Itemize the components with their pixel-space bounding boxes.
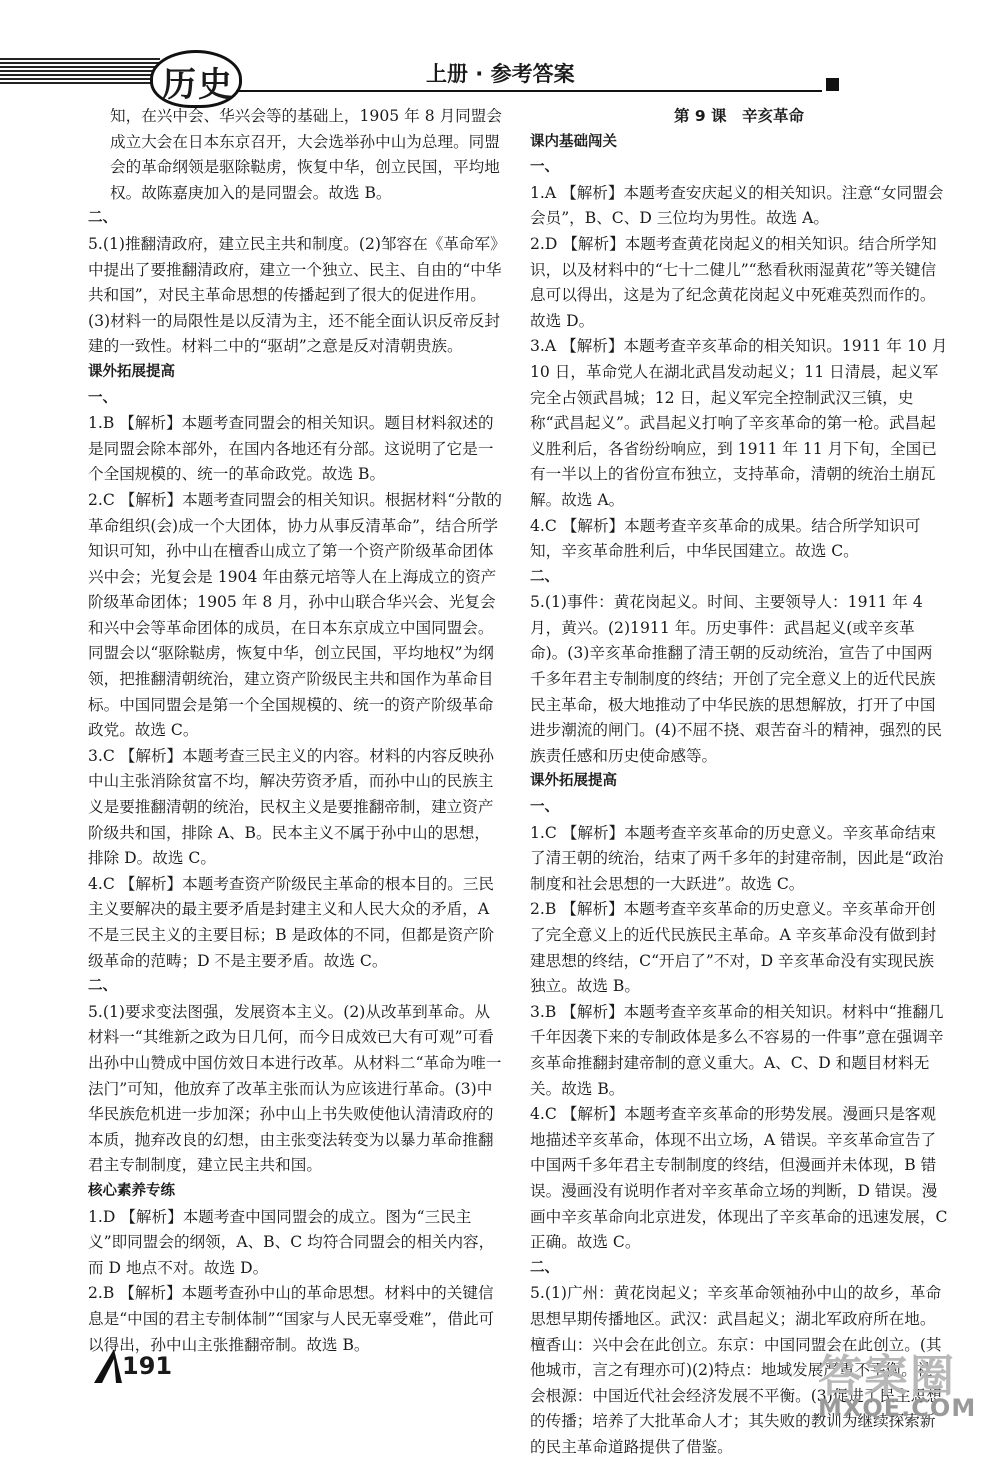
section-heading: 课外拓展提高 bbox=[88, 363, 175, 380]
section-marker: 一、 bbox=[530, 159, 559, 176]
right-column bbox=[530, 104, 948, 1460]
header-stripes bbox=[0, 58, 160, 84]
answer-item: 2.B 【解析】本题考查辛亥革命的历史意义。辛亥革命开创了完全意义上的近代民族民主革命。A 辛亥革命没有做到封建思想的终结，C“开启了”不对，D 辛亥革命没有实现民族独立。故选 B。 bbox=[530, 900, 937, 996]
header-rule bbox=[236, 90, 822, 92]
answer-item: 5.(1)事件：黄花岗起义。时间、主要领导人：1911 年 4 月，黄兴。(2)1911 年。历史事件：武昌起义(或辛亥革命)。(3)辛亥革命推翻了清王朝的反动统治，宣告了中国两千多年君主专制制度的终结；开创了完全意义上的近代民族民主革命，极大地推动了中华民族的思想解放，打开了中国进步潮流的闸门。(4)不屈不挠、艰苦奋斗的精神，强烈的民族责任感和历史使命感等。 bbox=[530, 593, 942, 765]
watermark-url: MXQE.COM bbox=[818, 1394, 977, 1422]
section-marker: 一、 bbox=[530, 799, 559, 816]
answer-item: 1.B 【解析】本题考查同盟会的相关知识。题目材料叙述的是同盟会除本部外，在国内各地还有分部。这说明了它是一个全国规模的、统一的革命政党。故选 B。 bbox=[88, 414, 494, 484]
answer-item: 2.B 【解析】本题考查孙中山的革命思想。材料中的关键信息是“中国的君主专制体制”“国家与人民无辜受难”，借此可以得出，孙中山主张推翻帝制。故选 B。 bbox=[88, 1284, 495, 1354]
answer-item: 1.C 【解析】本题考查辛亥革命的历史意义。辛亥革命结束了清王朝的统治，结束了两千多年的封建帝制，因此是“政治制度和社会思想的一大跃进”。故选 C。 bbox=[530, 823, 944, 893]
lesson-title: 第 9 课 辛亥革命 bbox=[673, 107, 805, 125]
section-marker: 一、 bbox=[88, 389, 117, 406]
section-marker: 二、 bbox=[530, 568, 559, 585]
answer-item: 5.(1)推翻清政府，建立民主共和制度。(2)邹容在《革命军》中提出了要推翻清政府，建立一个独立、民主、自由的“中华共和国”，对民主革命思想的传播起到了很大的促进作用。(3)材料一的局限性是以反清为主，还不能全面认识反帝反封建的一致性。材料二中的“驱胡”之意是反对清朝贵族。 bbox=[88, 234, 502, 356]
answer-paragraph: 知，在兴中会、华兴会等的基础上，1905 年 8 月同盟会成立大会在日本东京召开，大会选举孙中山为总理。同盟会的革命纲领是驱除鞑虏，恢复中华，创立民国，平均地权。故陈嘉庚加入的是同盟会。故选 B。 bbox=[110, 107, 502, 202]
section-heading: 课内基础闯关 bbox=[530, 133, 617, 150]
answer-item: 1.D 【解析】本题考查中国同盟会的成立。图为“三民主义”即同盟会的纲领，A、B、C 均符合同盟会的相关内容，而 D 地点不对。故选 D。 bbox=[88, 1207, 495, 1277]
answer-item: 5.(1)要求变法图强，发展资本主义。(2)从改革到革命。从材料一“其维新之政为日几何，而今日成效已大有可观”可看出孙中山赞成中国仿效日本进行改革。从材料二“革命为唯一法门”可知，他放弃了改革主张而认为应该进行革命。(3)中华民族危机进一步加深；孙中山上书失败使他认清清政府的本质，抛弃改良的幻想，由主张变法转变为以暴力革命推翻君主专制制度，建立民主共和国。 bbox=[88, 1002, 502, 1175]
header-square-icon bbox=[826, 78, 839, 91]
page-number: 191 bbox=[122, 1352, 173, 1380]
watermark-logo: 答案圈 bbox=[818, 1351, 956, 1402]
section-marker: 二、 bbox=[88, 210, 117, 227]
section-marker: 二、 bbox=[530, 1259, 559, 1276]
subject-title: 历史 bbox=[162, 65, 234, 105]
section-heading: 核心素养专练 bbox=[88, 1182, 175, 1199]
section-heading: 课外拓展提高 bbox=[530, 773, 617, 790]
answer-item: 5.(1)广州：黄花岗起义；辛亥革命领袖孙中山的故乡，革命思想早期传播地区。武汉：武昌起义；湖北军政府所在地。檀香山：兴中会在此创立。东京：中国同盟会在此创立。(其他城市，言之有理亦可)(2)特点：地域发展严重不平衡。社会根源：中国近代社会经济发展不平衡。(3)促进了民主思想的传播；培养了大批革命人才；其失败的教训为继续探索新的民主革命道路提供了借鉴。 bbox=[530, 1284, 942, 1456]
answer-item: 3.C 【解析】本题考查三民主义的内容。材料的内容反映孙中山主张消除贫富不均，解决劳资矛盾，而孙中山的民族主义是要推翻清朝的统治，民权主义是要推翻帝制，建立资产阶级共和国，排除 A、B。民本主义不属于孙中山的思想，排除 D。故选 C。 bbox=[88, 746, 495, 868]
left-column bbox=[88, 104, 504, 1358]
answer-item: 3.A 【解析】本题考查辛亥革命的相关知识。1911 年 10 月 10 日，革命党人在湖北武昌发动起义；11 日清晨，起义军完全占领武昌城；12 日，起义军完全控制武汉三镇，史称“武昌起义”。武昌起义打响了辛亥革命的第一枪。武昌起义胜利后，各省纷纷响应，到 1911 年 11 月下旬，全国已有一半以上的省份宣布独立，支持革命，清朝的统治土崩瓦解。故选 A。 bbox=[530, 337, 948, 509]
answer-item: 2.D 【解析】本题考查黄花岗起义的相关知识。结合所学知识，以及材料中的“七十二健儿”“愁看秋雨湿黄花”等关键信息可以得出，这是为了纪念黄花岗起义中死难英烈而作的。故选 D。 bbox=[530, 234, 937, 330]
answer-item: 4.C 【解析】本题考查辛亥革命的形势发展。漫画只是客观地描述辛亥革命，体现不出立场，A 错误。辛亥革命宣告了中国两千多年君主专制制度的终结，但漫画并未体现，B 错误。漫画没有说明作者对辛亥革命立场的判断，D 错误。漫画中辛亥革命向北京进发，体现出了辛亥革命的迅速发展，C 正确。故选 C。 bbox=[530, 1105, 948, 1252]
answer-item: 1.A 【解析】本题考查安庆起义的相关知识。注意“女同盟会会员”，B、C、D 三位均为男性。故选 A。 bbox=[530, 183, 944, 228]
section-marker: 二、 bbox=[88, 978, 117, 995]
answer-item: 3.B 【解析】本题考查辛亥革命的相关知识。材料中“推翻几千年因袭下来的专制政体是多么不容易的一件事”意在强调辛亥革命推翻封建帝制的意义重大。A、C、D 和题目材料无关。故选 B。 bbox=[530, 1002, 944, 1098]
answer-item: 2.C 【解析】本题考查同盟会的相关知识。根据材料“分散的革命组织(会)成一个大团体，协力从事反清革命”，结合所学知识可知，孙中山在檀香山成立了第一个资产阶级革命团体兴中会；光复会是 1904 年由蔡元培等人在上海成立的资产阶级革命团体；1905 年 8 月，孙中山联合华兴会、光复会和兴中会等革命团体的成员，在日本东京成立中国同盟会。同盟会以“驱除鞑虏，恢复中华，创立民国，平均地权”为纲领，把推翻清朝统治，建立资产阶级民主共和国作为革命目标。中国同盟会是第一个全国规模的、统一的资产阶级革命政党。故选 C。 bbox=[88, 490, 502, 740]
answer-item: 4.C 【解析】本题考查资产阶级民主革命的根本目的。三民主义要解决的最主要矛盾是封建主义和人民大众的矛盾，A 不是三民主义的主要目标；B 是政体的不同，但都是资产阶级革命的范畴；D 不是主要矛盾。故选 C。 bbox=[88, 874, 495, 970]
header-title: 上册 · 参考答案 bbox=[426, 62, 575, 86]
answer-item: 4.C 【解析】本题考查辛亥革命的成果。结合所学知识可知，辛亥革命胜利后，中华民国建立。故选 C。 bbox=[530, 516, 921, 561]
page-header bbox=[0, 0, 1000, 105]
